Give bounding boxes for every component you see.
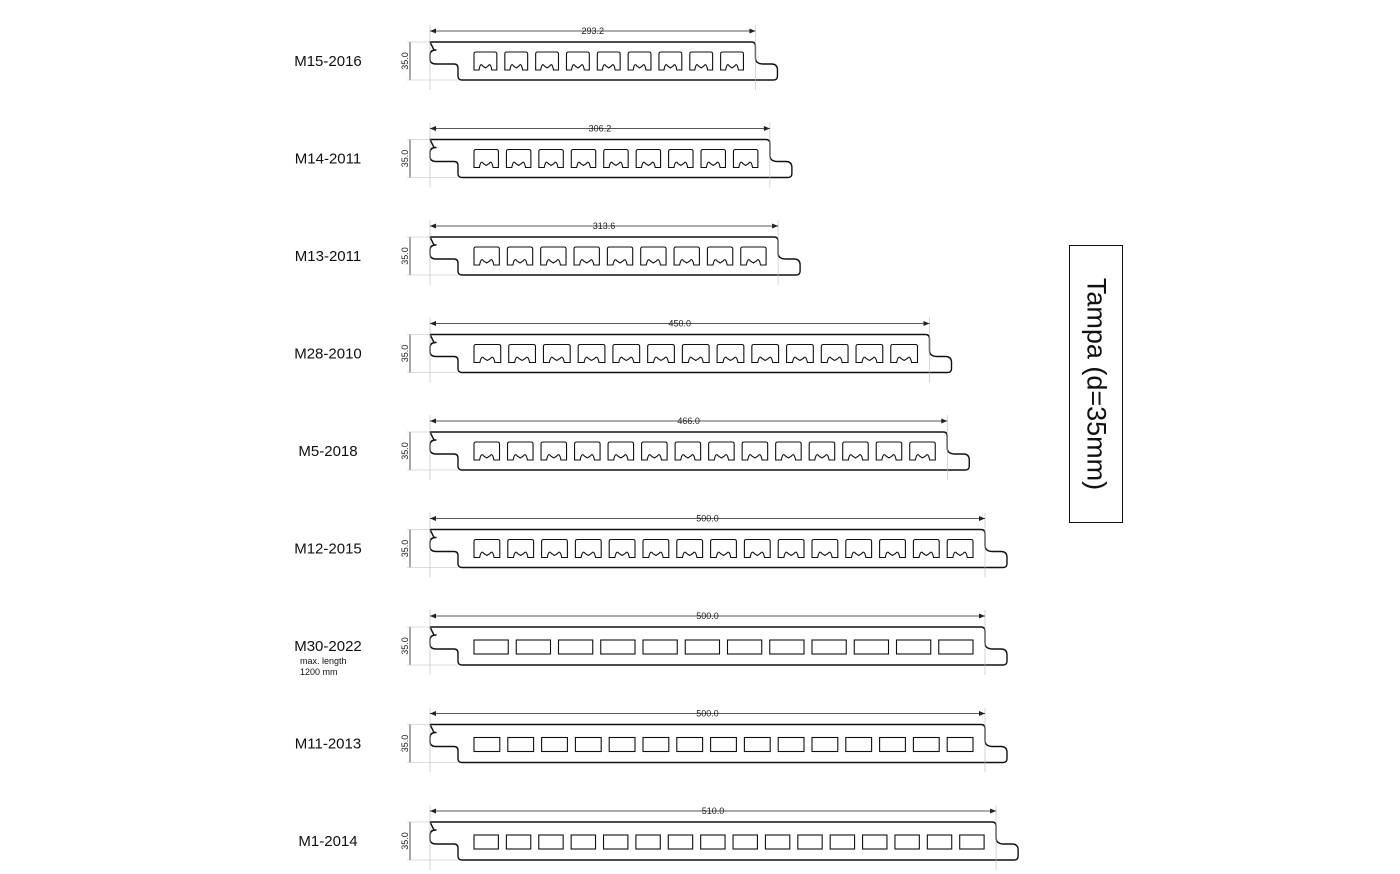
- cavity: [542, 738, 568, 752]
- cavity: [846, 540, 872, 558]
- cavity: [507, 247, 532, 265]
- cavity: [536, 52, 559, 70]
- profile-outline: [430, 42, 777, 80]
- arrow-left: [430, 711, 436, 716]
- profile-name: M14-2011: [294, 150, 362, 168]
- cavity: [913, 540, 939, 558]
- cavity: [895, 835, 919, 849]
- cavity: [597, 52, 620, 70]
- cavity: [559, 640, 593, 654]
- profile-outline: [430, 725, 1007, 763]
- cavity: [474, 345, 501, 363]
- cavity: [891, 345, 918, 363]
- cavity: [574, 247, 599, 265]
- cavity: [677, 738, 703, 752]
- cavity: [733, 835, 757, 849]
- profile-name: M5-2018: [298, 443, 358, 460]
- thickness-label: 35.0: [400, 832, 410, 850]
- cavity: [474, 442, 500, 460]
- cavity: [812, 640, 846, 654]
- cavity: [613, 345, 640, 363]
- profile-m5-2018: [298, 415, 969, 480]
- cavity: [821, 345, 848, 363]
- cavity: [609, 540, 635, 558]
- width-label: 313.6: [592, 221, 616, 231]
- cavity: [843, 442, 869, 460]
- arrow-left: [430, 809, 436, 814]
- cavity: [798, 835, 822, 849]
- cavity: [578, 345, 605, 363]
- cavity: [880, 540, 906, 558]
- cavity: [505, 52, 528, 70]
- arrow-left: [430, 614, 436, 619]
- cavity: [707, 247, 732, 265]
- cavity: [728, 640, 762, 654]
- cavity: [854, 640, 888, 654]
- profile-m30-2022: [294, 610, 1007, 677]
- cavity: [566, 52, 589, 70]
- cavity: [516, 640, 550, 654]
- cavity: [809, 442, 835, 460]
- width-label: 450.0: [668, 318, 692, 329]
- cavity: [474, 738, 500, 752]
- cavity: [778, 738, 804, 752]
- thickness-label: 35.0: [400, 344, 410, 363]
- cavity: [682, 345, 709, 363]
- arrow-left: [430, 224, 436, 229]
- arrow-left: [430, 419, 436, 424]
- cavity: [744, 540, 770, 558]
- cavity: [474, 247, 499, 265]
- profile-m14-2011: [295, 123, 792, 188]
- cavity: [506, 150, 530, 168]
- arrow-right: [979, 516, 985, 521]
- thickness-label: 35.0: [400, 52, 410, 70]
- cavity: [960, 835, 984, 849]
- cavity: [812, 540, 838, 558]
- cavity: [910, 442, 936, 460]
- width-label: 510.0: [701, 806, 725, 816]
- cavity: [543, 345, 570, 363]
- cavity: [575, 442, 601, 460]
- width-label: 500.0: [696, 708, 719, 719]
- width-label: 466.0: [677, 416, 700, 426]
- cavity: [674, 247, 699, 265]
- cavity: [508, 540, 534, 558]
- cavity: [571, 835, 595, 849]
- profile-name: M28-2010: [294, 345, 362, 363]
- cavity: [643, 738, 669, 752]
- cavity: [744, 738, 770, 752]
- cavity: [711, 540, 737, 558]
- profile-m11-2013: [295, 708, 1007, 773]
- profile-name: M15-2016: [294, 53, 362, 70]
- arrow-right: [924, 321, 930, 326]
- cavity: [856, 345, 883, 363]
- cavity: [947, 540, 973, 558]
- cavity: [741, 247, 766, 265]
- cavity: [776, 442, 802, 460]
- cavity: [541, 247, 566, 265]
- cavity: [474, 640, 508, 654]
- cavity: [947, 738, 973, 752]
- cavity: [509, 345, 536, 363]
- cavity: [913, 738, 939, 752]
- cavity: [830, 835, 854, 849]
- cavity: [812, 738, 838, 752]
- profile-name: M12-2015: [294, 540, 362, 558]
- cavity: [474, 540, 500, 558]
- cavity: [709, 442, 735, 460]
- arrow-right: [990, 809, 996, 814]
- cavity: [636, 150, 660, 168]
- cavity: [539, 835, 563, 849]
- arrow-left: [430, 126, 436, 131]
- cavity: [685, 640, 719, 654]
- cavity: [474, 52, 497, 70]
- cavity: [542, 540, 568, 558]
- cavity: [863, 835, 887, 849]
- cavity: [636, 835, 660, 849]
- cavity: [628, 52, 651, 70]
- cavity: [575, 738, 601, 752]
- cavity: [643, 640, 677, 654]
- thickness-label: 35.0: [400, 149, 410, 168]
- cavity: [604, 150, 628, 168]
- arrow-left: [430, 321, 436, 326]
- profile-m1-2014: [298, 805, 1018, 870]
- cavity: [607, 247, 632, 265]
- arrow-right: [979, 614, 985, 619]
- cavity: [846, 738, 872, 752]
- arrow-right: [979, 711, 985, 716]
- cavity: [474, 835, 498, 849]
- cavity: [642, 442, 668, 460]
- cavity: [770, 640, 804, 654]
- cavity: [721, 52, 744, 70]
- cavity: [571, 150, 595, 168]
- thickness-label: 35.0: [400, 442, 410, 460]
- cavity: [648, 345, 675, 363]
- cavity: [711, 738, 737, 752]
- cavity: [604, 835, 628, 849]
- cavity: [701, 835, 725, 849]
- cavity: [474, 150, 498, 168]
- cavity: [778, 540, 804, 558]
- cavity: [880, 738, 906, 752]
- cavity: [701, 150, 725, 168]
- cavity: [668, 835, 692, 849]
- cavity: [539, 150, 563, 168]
- arrow-right: [941, 419, 947, 424]
- width-label: 293.2: [581, 26, 604, 36]
- cavity: [675, 442, 701, 460]
- cavity: [575, 540, 601, 558]
- profile-note: 1200 mm: [300, 667, 338, 677]
- cavity: [690, 52, 713, 70]
- cavity: [609, 738, 635, 752]
- profile-name: M11-2013: [294, 735, 362, 753]
- thickness-label: 35.0: [400, 637, 410, 655]
- cavity: [787, 345, 814, 363]
- cavity: [669, 150, 693, 168]
- title-box: [1069, 245, 1123, 523]
- cavity: [608, 442, 634, 460]
- cavity: [717, 345, 744, 363]
- profile-m15-2016: [294, 25, 777, 90]
- cavity: [752, 345, 779, 363]
- cavity: [733, 150, 757, 168]
- cavity: [876, 442, 902, 460]
- cavity: [643, 540, 669, 558]
- profile-outline: [430, 530, 1007, 568]
- arrow-right: [749, 29, 755, 34]
- cavity: [506, 835, 530, 849]
- cavity: [601, 640, 635, 654]
- profile-name: M1-2014: [298, 833, 358, 850]
- thickness-label: 35.0: [400, 247, 410, 265]
- profile-outline: [430, 822, 1018, 860]
- width-label: 500.0: [696, 513, 719, 524]
- thickness-label: 35.0: [400, 539, 410, 558]
- cavity: [927, 835, 951, 849]
- profile-outline: [430, 140, 792, 178]
- profile-name: M13-2011: [294, 248, 362, 265]
- arrow-right: [772, 224, 778, 229]
- cavity: [677, 540, 703, 558]
- profile-note: max. length: [300, 656, 347, 666]
- profile-m12-2015: [294, 513, 1007, 578]
- arrow-left: [430, 29, 436, 34]
- cavity: [939, 640, 973, 654]
- profile-m13-2011: [295, 220, 800, 285]
- cavity: [897, 640, 931, 654]
- arrow-left: [430, 516, 436, 521]
- cavity: [508, 442, 534, 460]
- arrow-right: [764, 126, 770, 131]
- profile-outline: [430, 237, 800, 275]
- width-label: 500.0: [696, 611, 719, 621]
- cavity: [641, 247, 666, 265]
- drawing-title: Tampa (d=35mm): [1081, 277, 1112, 491]
- width-label: 306.2: [588, 123, 612, 134]
- cavity: [508, 738, 534, 752]
- cavity: [659, 52, 682, 70]
- cavity: [541, 442, 567, 460]
- profile-m28-2010: [294, 318, 951, 383]
- cavity: [765, 835, 789, 849]
- cavity: [742, 442, 768, 460]
- profile-name: M30-2022: [294, 638, 362, 655]
- thickness-label: 35.0: [400, 734, 410, 753]
- profile-outline: [430, 432, 969, 470]
